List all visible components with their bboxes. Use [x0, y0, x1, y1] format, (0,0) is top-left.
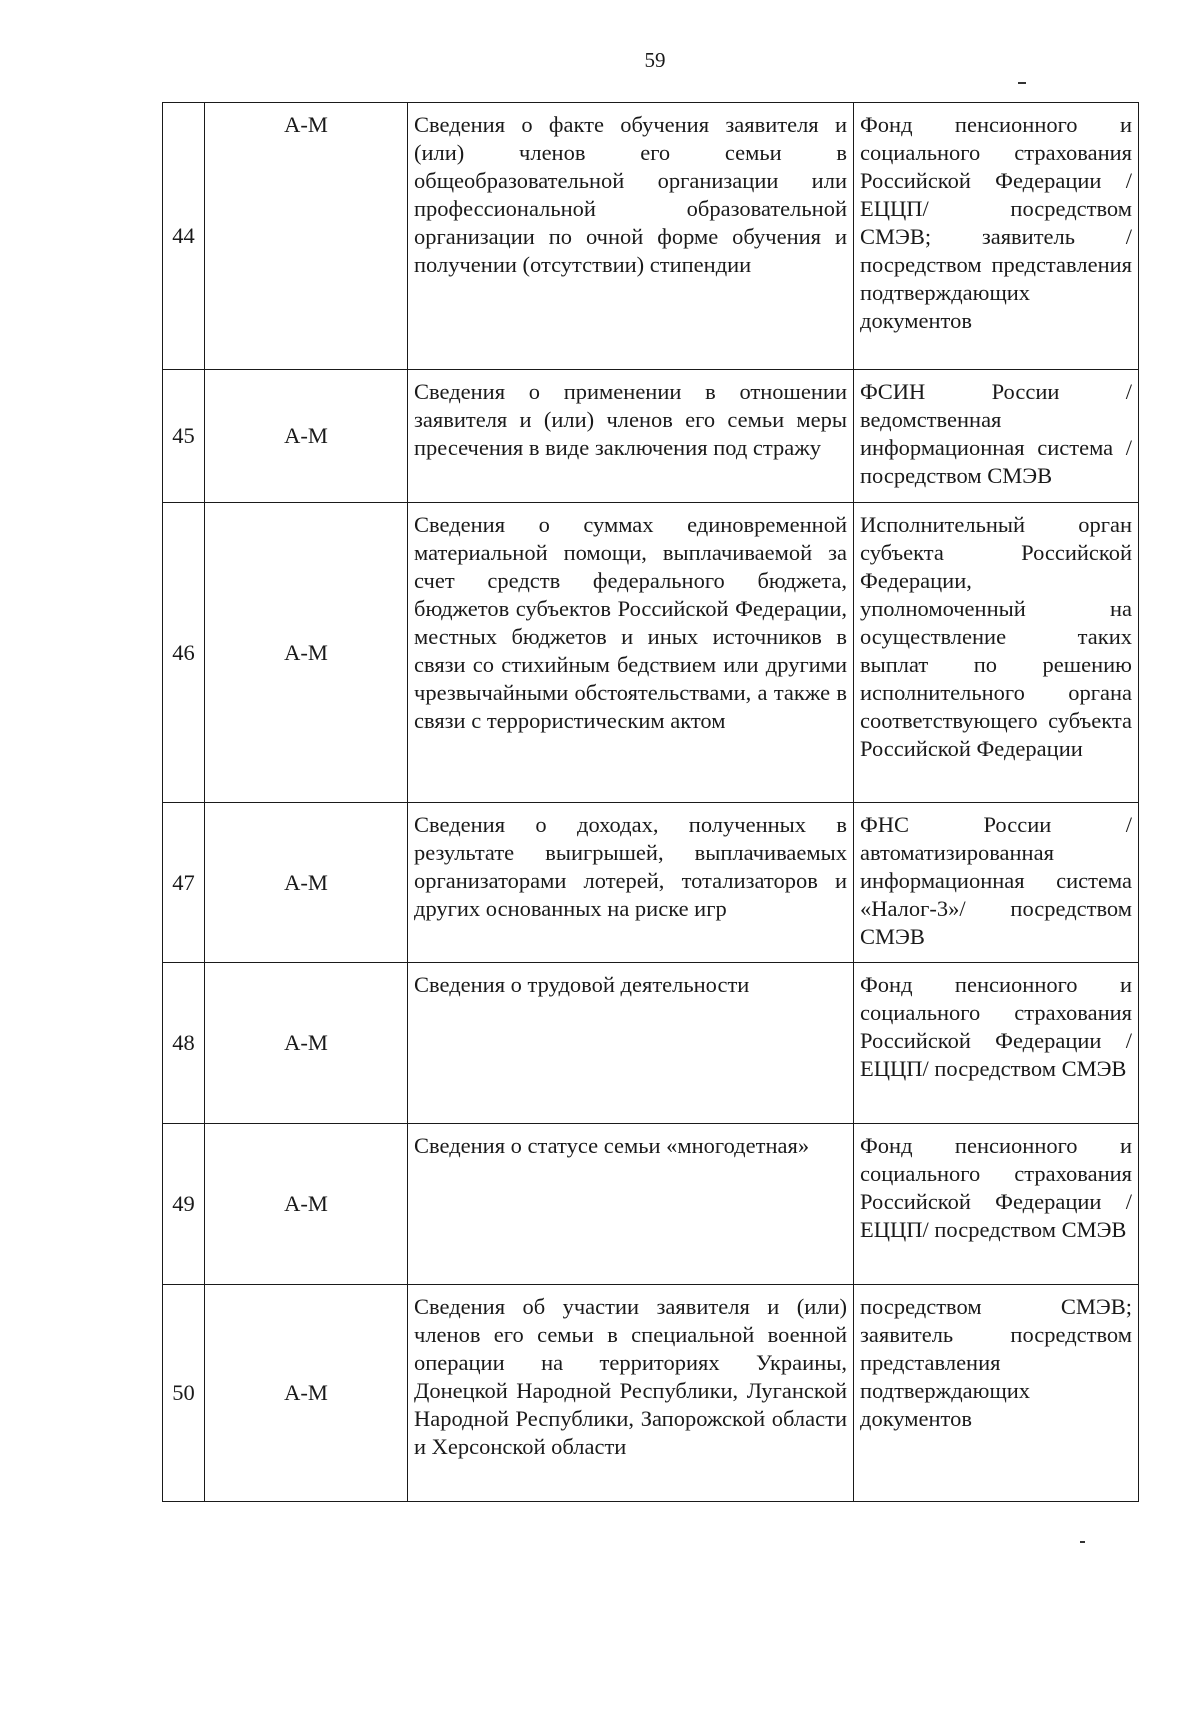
table-row	[163, 103, 1139, 370]
page-number: 59	[644, 48, 666, 72]
row-code: А-М	[205, 103, 408, 370]
row-code: А-М	[205, 803, 408, 963]
row-info: Сведения о статусе семьи «многодетная»	[408, 1124, 854, 1285]
row-code: А-М	[205, 503, 408, 803]
row-code: А-М	[205, 370, 408, 503]
row-source: ФНС России / автоматизированная информационная система «Налог-3»/ посредством СМЭВ	[854, 803, 1139, 963]
row-code: А-М	[205, 1124, 408, 1285]
row-source: ФСИН России /ведомственная информационная система / посредством СМЭВ	[854, 370, 1139, 503]
row-number: 47	[163, 803, 205, 963]
table-row	[163, 1124, 1139, 1285]
row-number: 49	[163, 1124, 205, 1285]
row-info: Сведения о применении в отношении заявителя и (или) членов его семьи меры пресечения в виде заключения под стражу	[408, 370, 854, 503]
table-row	[163, 370, 1139, 503]
row-code: А-М	[205, 1285, 408, 1502]
row-code: А-М	[205, 963, 408, 1124]
scan-mark	[1080, 1541, 1085, 1543]
row-info: Сведения о доходах, полученных в результате выигрышей, выплачиваемых организаторами лотерей, тотализаторов и других основанных на риске игр	[408, 803, 854, 963]
row-info: Сведения о трудовой деятельности	[408, 963, 854, 1124]
row-source: посредством СМЭВ; заявитель посредством представления подтверждающих документов	[854, 1285, 1139, 1502]
row-info: Сведения о факте обучения заявителя и (или) членов его семьи в общеобразовательной организации или профессиональной образовательной организации по очной форме обучения и получении (отсутствии) стипендии	[408, 103, 854, 370]
table-row	[163, 503, 1139, 803]
row-info: Сведения об участии заявителя и (или) членов его семьи в специальной военной операции на территориях Украины, Донецкой Народной Республики, Луганской Народной Республики, Запорожской области и Херсонской области	[408, 1285, 854, 1502]
row-source: Фонд пенсионного и социального страхования Российской Федерации /ЕЦЦП/ посредством СМЭВ	[854, 963, 1139, 1124]
row-source: Фонд пенсионного и социального страхования Российской Федерации /ЕЦЦП/ посредством СМЭВ; заявитель / посредством представления подтверждающих документов	[854, 103, 1139, 370]
scan-mark	[1018, 82, 1026, 84]
row-number: 45	[163, 370, 205, 503]
document-table	[162, 102, 1139, 1502]
row-info: Сведения о суммах единовременной материальной помощи, выплачиваемой за счет средств федерального бюджета, бюджетов субъектов Российской Федерации, местных бюджетов и иных источников в связи со стихийным бедствием или другими чрезвычайными обстоятельствами, а также в связи с террористическим актом	[408, 503, 854, 803]
row-number: 48	[163, 963, 205, 1124]
row-source: Исполнительный орган субъекта Российской Федерации, уполномоченный на осуществление таких выплат по решению исполнительного органа соответствующего субъекта Российской Федерации	[854, 503, 1139, 803]
table-row	[163, 803, 1139, 963]
row-number: 50	[163, 1285, 205, 1502]
table-row	[163, 1285, 1139, 1502]
row-number: 44	[163, 103, 205, 370]
row-number: 46	[163, 503, 205, 803]
table-row	[163, 963, 1139, 1124]
row-source: Фонд пенсионного и социального страхования Российской Федерации /ЕЦЦП/ посредством СМЭВ	[854, 1124, 1139, 1285]
